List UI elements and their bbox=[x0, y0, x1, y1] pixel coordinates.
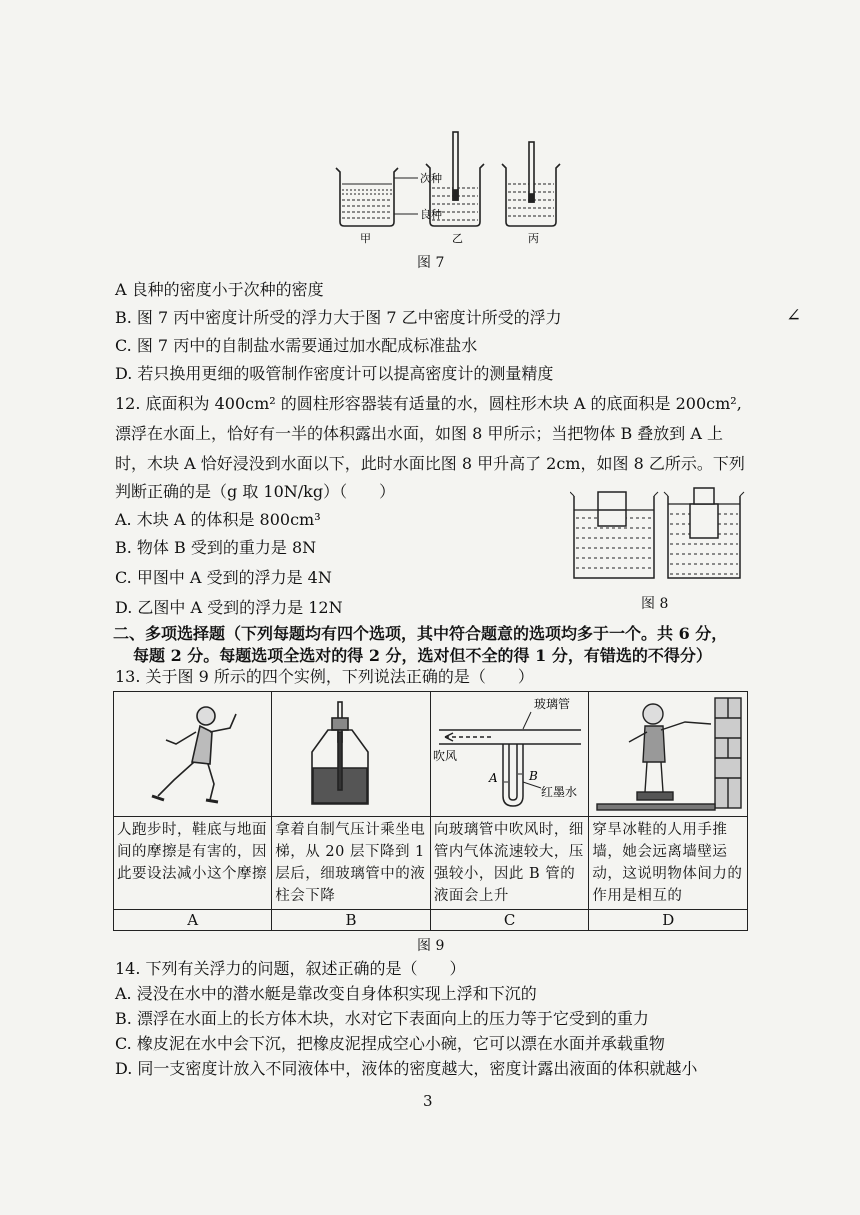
q14-option-c: C. 橡皮泥在水中会下沉，把橡皮泥捏成空心小碗，它可以漂在水面并承载重物 bbox=[115, 1034, 665, 1053]
figure-8-caption: 图 8 bbox=[641, 596, 669, 612]
q11-option-b: B. 图 7 丙中密度计所受的浮力大于图 7 乙中密度计所受的浮力 bbox=[115, 308, 562, 327]
q12-line-2: 漂浮在水面上，恰好有一半的体积露出水面，如图 8 甲所示；当把物体 B 叠放到 A 上 bbox=[115, 424, 724, 443]
q12-line-3: 时，木块 A 恰好浸没到水面以下，此时水面比图 8 甲升高了 2cm，如图 8 乙所示。下列 bbox=[115, 454, 745, 473]
figure-7-caption: 图 7 bbox=[417, 255, 445, 271]
figure-9-table bbox=[113, 691, 748, 931]
page-number: 3 bbox=[423, 1092, 433, 1110]
barometer-bottle-icon bbox=[272, 692, 428, 812]
q11-option-d: D. 若只换用更细的吸管制作密度计可以提高密度计的测量精度 bbox=[115, 364, 554, 383]
figure-9-cell-b-image bbox=[272, 692, 431, 817]
figure-7-beakers bbox=[330, 128, 575, 246]
label-red-ink: 红墨水 bbox=[540, 785, 577, 799]
figure-9-cell-c-image bbox=[430, 692, 589, 817]
label-yi: 乙 bbox=[452, 232, 463, 245]
beaker-jia bbox=[336, 168, 418, 226]
q12-option-a: A. 木块 A 的体积是 800cm³ bbox=[115, 510, 321, 529]
figure-9-cell-d-image bbox=[589, 692, 748, 817]
q12-line-1: 12. 底面积为 400cm² 的圆柱形容器装有适量的水，圆柱形木块 A 的底面积是 200cm², bbox=[115, 394, 742, 413]
q13-stem: 13. 关于图 9 所示的四个实例，下列说法正确的是（ ） bbox=[115, 667, 534, 686]
container-jia bbox=[570, 492, 658, 578]
margin-mark: ∠ bbox=[786, 305, 802, 326]
figure-9-label-c: C bbox=[430, 910, 589, 931]
section-2-heading-line-2: 每题 2 分。每题选项全选对的得 2 分，选对但不全的得 1 分，有错选的不得分） bbox=[133, 646, 712, 665]
label-tube-b: B bbox=[528, 769, 538, 783]
q14-option-a: A. 浸没在水中的潜水艇是靠改变自身体积实现上浮和下沉的 bbox=[115, 984, 537, 1003]
figure-9-label-d: D bbox=[589, 910, 748, 931]
figure-9-cell-a-image bbox=[114, 692, 272, 817]
q12-line-4: 判断正确的是（g 取 10N/kg）（ ） bbox=[115, 482, 396, 501]
container-yi bbox=[664, 488, 744, 578]
label-glass-tube: 玻璃管 bbox=[533, 697, 570, 711]
figure-9-text-d: 穿旱冰鞋的人用手推墙，她会远离墙壁运动，这说明物体间力的作用是相互的 bbox=[589, 817, 748, 910]
figure-9-text-c: 向玻璃管中吹风时，细管内气体流速较大，压强较小，因此 B 管的液面会上升 bbox=[430, 817, 589, 910]
q12-option-b: B. 物体 B 受到的重力是 8N bbox=[115, 538, 317, 557]
figure-9-label-a: A bbox=[114, 910, 272, 931]
beaker-bing bbox=[502, 142, 560, 226]
label-ci: 次种 bbox=[420, 172, 442, 185]
label-liang: 良种 bbox=[420, 208, 442, 221]
q11-option-c: C. 图 7 丙中的自制盐水需要通过加水配成标准盐水 bbox=[115, 336, 478, 355]
figure-9-caption: 图 9 bbox=[417, 938, 445, 954]
running-person-icon bbox=[114, 692, 270, 812]
section-2-heading-line-1: 二、多项选择题（下列每题均有四个选项，其中符合题意的选项均多于一个。共 6 分， bbox=[113, 624, 728, 643]
figure-9-label-b: B bbox=[272, 910, 431, 931]
q14-option-d: D. 同一支密度计放入不同液体中，液体的密度越大，密度计露出液面的体积就越小 bbox=[115, 1059, 698, 1078]
q12-option-d: D. 乙图中 A 受到的浮力是 12N bbox=[115, 598, 343, 617]
figure-9-text-a: 人跑步时，鞋底与地面间的摩擦是有害的，因此要设法减小这个摩擦 bbox=[114, 817, 272, 910]
q14-stem: 14. 下列有关浮力的问题，叙述正确的是（ ） bbox=[115, 959, 466, 978]
q12-option-c: C. 甲图中 A 受到的浮力是 4N bbox=[115, 568, 332, 587]
skater-pushing-wall-icon bbox=[589, 692, 745, 812]
q14-option-b: B. 漂浮在水面上的长方体木块，水对它下表面向上的压力等于它受到的重力 bbox=[115, 1009, 649, 1028]
figure-9-text-b: 拿着自制气压计乘坐电梯，从 20 层下降到 1 层后，细玻璃管中的液柱会下降 bbox=[272, 817, 431, 910]
label-blow: 吹风 bbox=[432, 749, 457, 763]
label-tube-a: A bbox=[488, 771, 498, 785]
figure-8-containers bbox=[570, 482, 745, 584]
q11-option-a: A 良种的密度小于次种的密度 bbox=[115, 280, 324, 299]
label-bing: 丙 bbox=[528, 232, 539, 245]
label-jia: 甲 bbox=[360, 232, 371, 245]
venturi-tube-icon bbox=[431, 692, 587, 812]
